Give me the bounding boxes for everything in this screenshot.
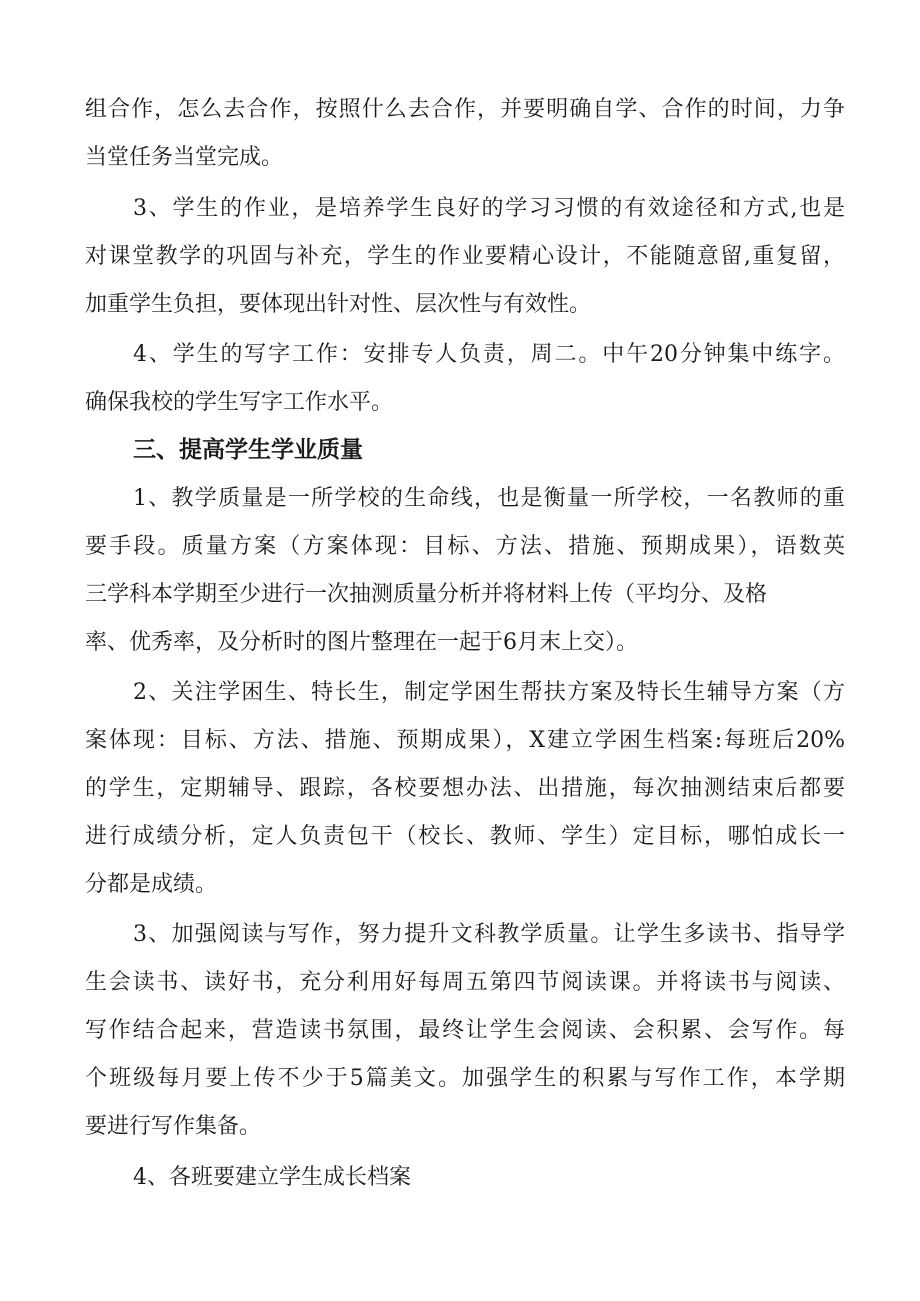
- paragraph-line: 写作结合起来，营造读书氛围，最终让学生会阅读、会积累、会写作。每: [85, 1018, 845, 1043]
- paragraph-line: 的学生，定期辅导、跟踪，各校要想办法、出措施，每次抽测结束后都要: [85, 776, 845, 801]
- paragraph-line: 4、学生的写字工作：安排专人负责，周二。中午20分钟集中练字。: [133, 342, 845, 367]
- paragraph-line: 当堂任务当堂完成。: [85, 145, 284, 170]
- paragraph-line: 率、优秀率，及分析时的图片整理在一起于6月末上交）。: [85, 630, 638, 655]
- paragraph-line: 要进行写作集备。: [85, 1114, 262, 1139]
- paragraph-line: 要手段。质量方案（方案体现：目标、方法、措施、预期成果），语数英: [85, 534, 845, 559]
- paragraph-line: 加重学生负担，要体现出针对性、层次性与有效性。: [85, 292, 592, 317]
- paragraph-line: 3、加强阅读与写作，努力提升文科教学质量。让学生多读书、指导学: [133, 922, 845, 947]
- paragraph-line: 生会读书、读好书，充分利用好每周五第四节阅读课。并将读书与阅读、: [85, 970, 845, 995]
- paragraph-line: 组合作，怎么去合作，按照什么去合作，并要明确自学、合作的时间，力争: [85, 97, 845, 122]
- paragraph-line: 三学科本学期至少进行一次抽测质量分析并将材料上传（平均分、及格: [85, 582, 768, 607]
- paragraph-line: 对课堂教学的巩固与补充，学生的作业要精心设计，不能随意留,重复留，: [85, 244, 845, 269]
- paragraph-line: 确保我校的学生写字工作水平。: [85, 390, 394, 415]
- paragraph-line: 4、各班要建立学生成长档案: [133, 1165, 411, 1190]
- paragraph-line: 2、关注学困生、特长生，制定学困生帮扶方案及特长生辅导方案（方: [133, 680, 845, 705]
- section-heading: 三、提高学生学业质量: [133, 437, 363, 463]
- paragraph-line: 个班级每月要上传不少于5篇美文。加强学生的积累与写作工作，本学期: [85, 1066, 845, 1091]
- paragraph-line: 分都是成绩。: [85, 872, 218, 897]
- paragraph-line: 1、教学质量是一所学校的生命线，也是衡量一所学校，一名教师的重: [133, 486, 845, 511]
- paragraph-line: 3、学生的作业，是培养学生良好的学习习惯的有效途径和方式,也是: [133, 196, 845, 221]
- paragraph-line: 进行成绩分析，定人负责包干（校长、教师、学生）定目标，哪怕成长一: [85, 824, 845, 849]
- paragraph-line: 案体现：目标、方法、措施、预期成果），X建立学困生档案:每班后20%: [85, 728, 845, 753]
